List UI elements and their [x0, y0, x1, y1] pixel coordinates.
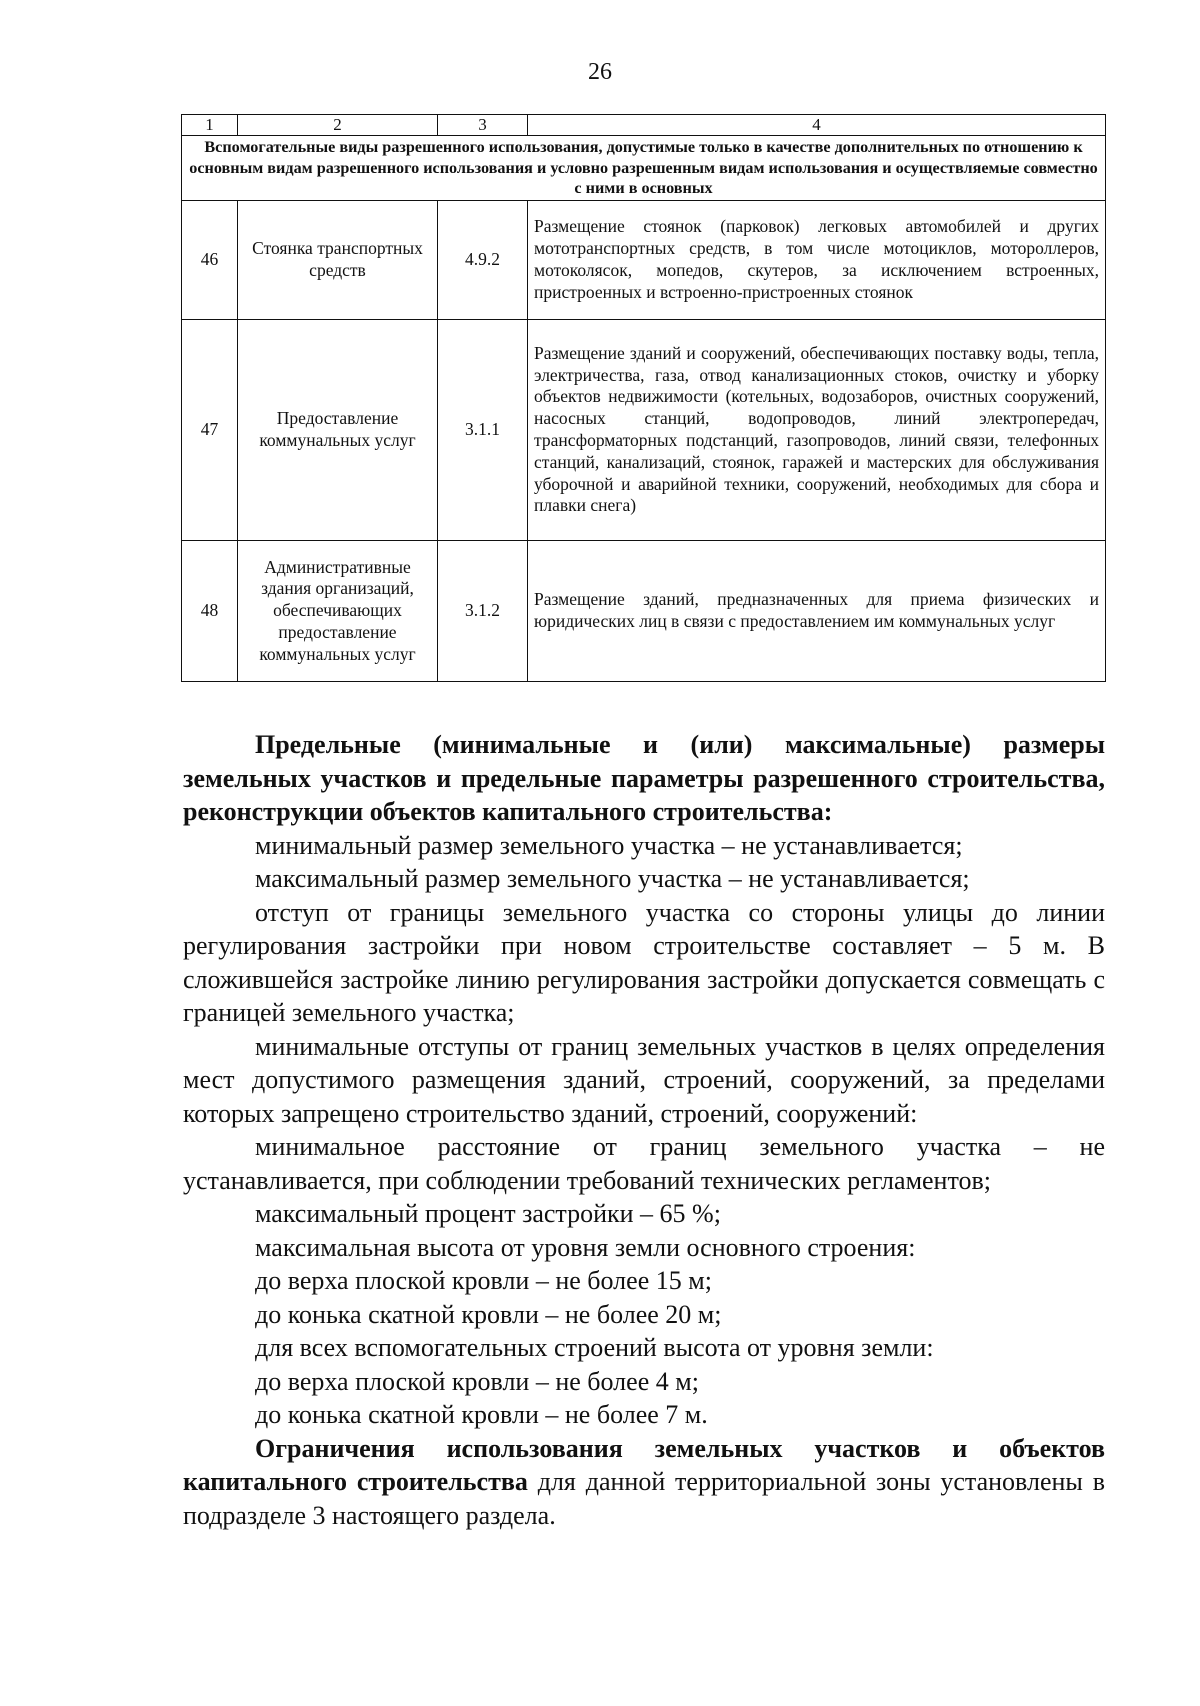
use-description: Размещение стоянок (парковок) легковых автомобилей и других мототранспортных средств, в том числе мотоциклов, мотороллеров, мотоколясок, мопедов, скутеров, за исключением встроенных, пристроенных и встроенно-пристроенных стоянок: [528, 201, 1106, 320]
restrictions-bold: Ограничения использования земельных участков и объектов капитального строительства: [183, 1433, 1105, 1496]
header-col-4: 4: [528, 115, 1106, 136]
body-text: [183, 728, 1105, 1532]
limits-heading: Предельные (минимальные и (или) максимальные) размеры земельных участков и предельные параметры разрешенного строительства, реконструкции объектов капитального строительства:: [183, 730, 1105, 826]
section-title-row: [182, 136, 1106, 201]
permitted-use-table: [181, 114, 1106, 682]
row-number: 48: [182, 541, 238, 682]
use-name: Стоянка транспортных средств: [238, 201, 438, 320]
use-code: 3.1.1: [438, 320, 528, 541]
paragraph-flat-roof-main: до верха плоской кровли – не более 15 м;: [255, 1266, 712, 1295]
header-col-2: 2: [238, 115, 438, 136]
paragraph-pitched-roof-aux: до конька скатной кровли – не более 7 м.: [255, 1400, 708, 1429]
page-number: 26: [588, 59, 612, 85]
table-row: [182, 541, 1106, 682]
paragraph-min-distance: минимальное расстояние от границ земельного участка – не устанавливается, при соблюдении требований технических регламентов;: [183, 1132, 1105, 1195]
paragraph-min-setbacks: минимальные отступы от границ земельных участков в целях определения мест допустимого размещения зданий, строений, сооружений, за пределами которых запрещено строительство зданий, строений, сооружений:: [183, 1031, 1105, 1128]
paragraph-max-size: максимальный размер земельного участка – не устанавливается;: [255, 864, 970, 893]
paragraph-min-size: минимальный размер земельного участка – не устанавливается;: [255, 830, 963, 860]
section-title: Вспомогательные виды разрешенного использования, допустимые только в качестве дополнительных по отношению к основным видам разрешенного использования и условно разрешенным видам использования и осуществляемые совместно с ними в основных: [182, 136, 1106, 201]
table-row: [182, 201, 1106, 320]
paragraph-restrictions: [183, 1432, 1105, 1533]
use-code: 4.9.2: [438, 201, 528, 320]
paragraph-max-height: максимальная высота от уровня земли основного строения:: [255, 1232, 916, 1262]
paragraph-max-coverage: максимальный процент застройки – 65 %;: [255, 1199, 721, 1228]
paragraph-pitched-roof-main: до конька скатной кровли – не более 20 м;: [255, 1299, 722, 1329]
table-header-row: [182, 115, 1106, 136]
use-description: Размещение зданий и сооружений, обеспечивающих поставку воды, тепла, электричества, газа, отвод канализационных стоков, очистку и уборку объектов недвижимости (котельных, водозаборов, очистных сооружений, насосных станций, водопроводов, линий электропередач, трансформаторных подстанций, газопроводов, линий связи, телефонных станций, канализаций, стоянок, гаражей и мастерских для обслуживания уборочной и аварийной техники, сооружений, необходимых для сбора и плавки снега): [528, 320, 1106, 541]
use-description: Размещение зданий, предназначенных для приема физических и юридических лиц в связи с предоставлением им коммунальных услуг: [528, 541, 1106, 682]
use-code: 3.1.2: [438, 541, 528, 682]
use-name: Предоставление коммунальных услуг: [238, 320, 438, 541]
table-row: [182, 320, 1106, 541]
paragraph-flat-roof-aux: до верха плоской кровли – не более 4 м;: [255, 1366, 699, 1396]
row-number: 47: [182, 320, 238, 541]
row-number: 46: [182, 201, 238, 320]
paragraph-auxiliary-height: для всех вспомогательных строений высота от уровня земли:: [255, 1333, 934, 1362]
header-col-1: 1: [182, 115, 238, 136]
paragraph-street-setback: отступ от границы земельного участка со стороны улицы до линии регулирования застройки при новом строительстве составляет – 5 м. В сложившейся застройке линию регулирования застройки допускается совмещать с границей земельного участка;: [183, 897, 1105, 1027]
header-col-3: 3: [438, 115, 528, 136]
restrictions-rest: для данной территориальной зоны установлены в подразделе 3 настоящего раздела.: [183, 1467, 1105, 1530]
use-name: Административные здания организаций, обеспечивающих предоставление коммунальных услуг: [238, 541, 438, 682]
